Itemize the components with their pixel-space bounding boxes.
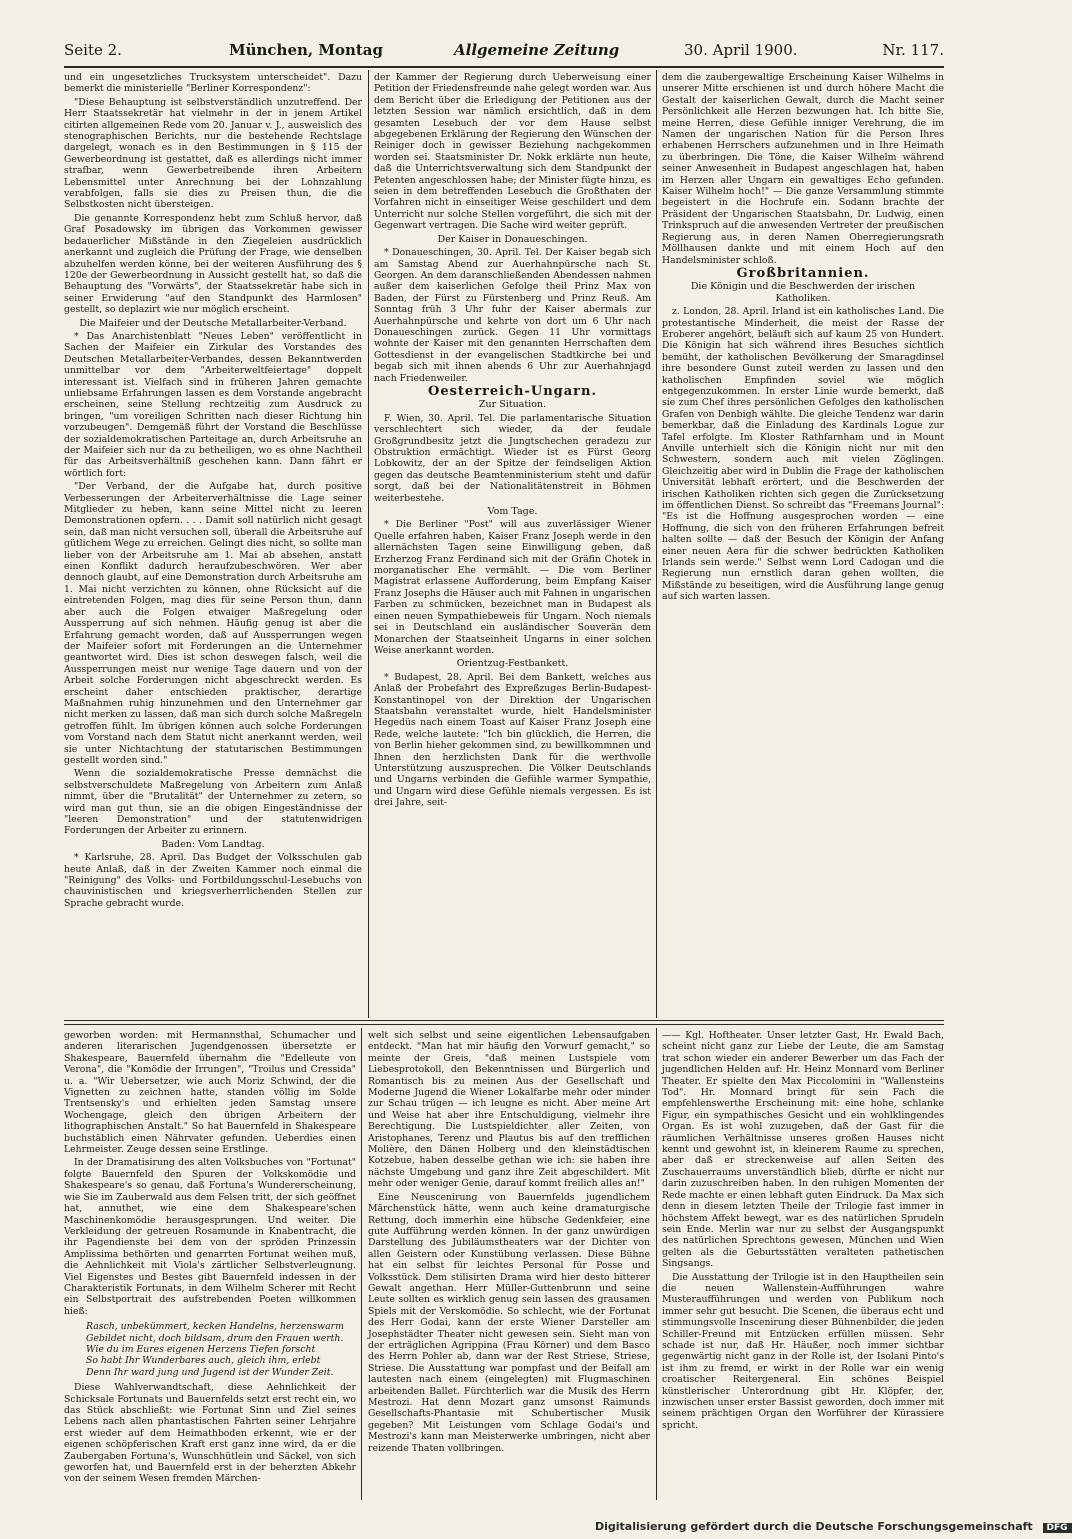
article-subheading: Orientzug-Festbankett.	[456, 658, 569, 670]
issue-date: 30. April 1900.	[684, 41, 798, 59]
article-subheading: Baden: Vom Landtag.	[161, 838, 265, 850]
column-1	[64, 72, 362, 1016]
paragraph: geworben worden: mit Hermannsthal, Schumacher und anderen literarischen Jugendgenossen übersetzte er Shakespeare, Bauernfeld übernahm die "Edelleute von Verona", die "Komödie der Irrungen", "Troilus und Cressida" u. a. "Wir Uebersetzer, wie auch Moriz Schwind, der die Vignetten zu zeichnen hatte, standen völlig im Solde Trentsensky's und erhielten jeden Samstag unsere Wochengage, gleich den übrigen Arbeitern der lithographischen Anstalt." So hat Bauernfeld in Shakespeare buchstäblich einen Nährvater gefunden. Ueberdies einen Lehrmeister. Zeuge dessen seine Erstlinge.	[64, 1030, 356, 1156]
paragraph: In der Dramatisirung des alten Volksbuches von "Fortunat" folgte Bauernfeld den Spuren der Volkskomödie und Shakespeare's so genau, daß Fortuna's Wundererscheinung, wie Sie im Zauberwald aus dem Felsen tritt, der sich geöffnet hat, annuthet, wie eine dem Shakespeare'schen Maschinenkomödie herausgesprungen. Und weiter. Die Verkleidung der getreuen Rosamunde in Knabentracht, die ihr Pagendienste bei dem von der spröden Prinzessin Amplissima bethörten und genarrten Fortunat weihen muß, die Aehnlichkeit mit Viola's zärtlicher Selbstverleugnung. Viel Eigenstes und Bestes gibt Bauernfeld indessen in der Charakteristik Fortunats, in dem Wilhelm Scherer mit Recht ein Selbstportrait des aufstrebenden Poeten willkommen hieß:	[64, 1157, 356, 1317]
paragraph: "Diese Behauptung ist selbstverständlich unzutreffend. Der Herr Staatssekretär hat vielmehr in der in jenem Artikel citirten allgemeinen Rede vom 20. Januar v. J., ausweislich des stenographischen Berichts, nur die bestehende Rechtslage dargelegt, wonach es in den Bestimmungen in § 115 der Gewerbeordnung ist gestattet, daß es allerdings nicht immer strafbar, wenn Gewerbetreibende ihren Arbeitern Lebensmittel unter Anrechnung bei der Lohnzahlung verabfolgen, falls sie dies zu Preisen thun, die die Selbstkosten nicht übersteigen.	[64, 96, 362, 211]
column-divider	[656, 70, 657, 1018]
column-divider	[361, 1028, 362, 1500]
paragraph: * Die Berliner "Post" will aus zuverlässiger Wiener Quelle erfahren haben, Kaiser Franz Joseph werde in den allernächsten Tagen seine Einwilligung geben, daß Erzherzog Franz Ferdinand sich mit der Gräfin Chotek in morganatischer Ehe vermählt. — Die vom Berliner Magistrat erlassene Aufforderung, beim Empfang Kaiser Franz Josephs die Häuser auch mit Fahnen in ungarischen Farben zu schmücken, bezeichnet man in Budapest als einen neuen Sympathiebeweis für Ungarn. Noch niemals sei in Deutschland ein ausländischer Souverän dem Monarchen der Staatseinheit Ungarns in einer solchen Weise anerkannt worden.	[374, 519, 651, 656]
verse-quote	[64, 1321, 356, 1378]
paragraph: * Karlsruhe, 28. April. Das Budget der Volksschulen gab heute Anlaß, daß in der Zweiten Kammer noch einmal die "Reinigung" des Volks- und Fortbildungsschul-Lesebuchs von chauvinistischen und kriegsverherrlichenden Stellen zur Sprache gebracht wurde.	[64, 852, 362, 909]
article-subheading: Der Kaiser in Donaueschingen.	[437, 233, 588, 245]
article-subheading: Zur Situation.	[478, 399, 547, 411]
verse-line: Denn Ihr ward jung und Jugend ist der Wunder Zeit.	[86, 1366, 334, 1378]
verse-line: Rasch, unbekümmert, kecken Handelns, herzenswarm	[86, 1321, 344, 1333]
paragraph: Wenn die sozialdemokratische Presse demnächst die selbstverschuldete Maßregelung von Arbeitern zum Anlaß nimmt, über die "Brutalität" der Unternehmer zu zetern, so wird man gut thun, sie an die obigen Eingeständnisse der "leeren Demonstration" und der statutenwidrigen Forderungen der Arbeiter zu erinnern.	[64, 768, 362, 837]
verse-line: So habt Ihr Wunderbares auch, gleich ihm, erlebt	[86, 1355, 321, 1367]
page-number: Seite 2.	[64, 41, 122, 59]
paragraph: welt sich selbst und seine eigentlichen Lebensaufgaben entdeckt. "Man hat mir häufig den Vorwurf gemacht," so meinte der Greis, "daß meinen Lustspiele vom Liebesprotokoll, den Bekenntnissen und Bürgerlich und Romantisch bis zu meinen Aus der Gesellschaft und Moderne Jugend die Wiener Lokalfarbe mehr oder minder zur Schau trügen — ich leugne es nicht. Aber meine Art und Weise hat aber ihre Entschuldigung, vielmehr ihre Berechtigung. Die Lustspieldichter aller Zeiten, von Aristophanes, Terenz und Plautus bis auf den trefflichen Molière, den Dänen Holberg und den kleinstädtischen Kotzebue, haben desselbe gethan wie ich: sie haben ihre nächste Umgebung und ganz ihre Zeit abgeschildert. Mit mehr oder weniger Genie, darauf kommt freilich alles an!"	[368, 1030, 650, 1190]
newspaper-title: Allgemeine Zeitung	[454, 41, 620, 59]
dfg-logo: DFG	[1043, 1523, 1072, 1533]
paragraph: * Das Anarchistenblatt "Neues Leben" veröffentlicht in Sachen der Maifeier ein Zirkular des Vorstandes des Deutschen Metallarbeiter-Verbandes, dessen Bekanntwerden unmittelbar vor dem "Arbeiterweltfeiertage" doppelt interessant ist. Vielfach sind in früheren Jahren gemachte unliebsame Erfahrungen lassen es dem Vorstande angebracht erscheinen, seine Stellung rechtzeitig zum Ausdruck zu bringen, "um voreiligen Schritten nach dieser Richtung hin vorzubeugen". Demgemäß führt der Vorstand die Beschlüsse der sozialdemokratischen Parteitage an, durch Arbeitsruhe an der Maifeier sich nur da zu betheiligen, wo es ohne Nachtheil für das Arbeitsverhältniß geschehen kann. Dann fährt er wörtlich fort:	[64, 330, 362, 479]
section-divider-rule	[64, 1024, 944, 1025]
paragraph: Die genannte Korrespondenz hebt zum Schluß hervor, daß Graf Posadowsky im übrigen das Vorkommen gewisser bedauerlicher Mißstände in den Ziegeleien ausdrücklich anerkannt und zugleich die Prüfung der Frage, wie denselben abzuhelfen werden könne, bei der weiteren Ausführung des § 120e der Gewerbeordnung in Aussicht gestellt hat, so daß die Behauptung des "Vorwärts", der Staatssekretär habe sich in seiner Erwiderung "auf den Standpunkt des Harmlosen" gestellt, so deplazirt wie nur möglich erscheint.	[64, 212, 362, 316]
feuilleton-column-1	[64, 1030, 356, 1500]
paragraph: Eine Neuscenirung von Bauernfelds jugendlichem Märchenstück hätte, wenn auch keine dramaturgische Rettung, doch immerhin eine hübsche Gedenkfeier, eine gute Aufführung werden können. In der ganz unwürdigen Darstellung des Jubiläumstheaters war der Dichter von allen Geistern oder Kunstübung verlassen. Diese Bühne hat ein selbst für leichtes Personal für Posse und Volksstück. Dem stilisirten Drama wird hier desto bitterer Gewalt angethan. Herr Müller-Guttenbrunn und seine Leute sollten es wirklich genug sein lassen des grausamen Spiels mit der Verskomödie. So schlecht, wie der Fortunat des Herr Godai, kann der erste Wiener Darsteller am Josephstädter Theater nicht gewesen sein. Sieht man von der erträglichen Agrippina (Frau Körner) und dem Basco des Herrn Pohler ab, dann war der Rest Striese, Striese, Striese. Die Ausstattung war pompfast und der Beifall am lautesten nach einem (eingelegten) mit Flugmaschinen arbeitenden Ballet. Fürchterlich war die Musik des Herrn Mestrozi. Hat denn Mozart ganz umsonst Raimunds Gesellschafts-Phantasie mit Schubertischer Musik gegeben? Mit Leistungen vom Schlage Godai's und Mestrozi's kann man Meisterwerke umbringen, nicht aber reizende Thaten vollbringen.	[368, 1191, 650, 1454]
feuilleton-column-3	[662, 1030, 944, 1500]
issue-number: Nr. 117.	[882, 41, 944, 59]
credit-text: Digitalisierung gefördert durch die Deutsche Forschungsgemeinschaft	[595, 1520, 1033, 1533]
paragraph: Diese Wahlverwandtschaft, diese Aehnlichkeit der Schicksale Fortunats und Bauernfelds setzt erst recht ein, wo das Stück abschließt: wie Fortunat Sinn und Ziel seines Lebens nach allen phantastischen Fahrten seiner Lehrjahre erst wieder auf dem Heimathboden erkennt, wie er der eigenen schöpferischen Kraft erst ganz inne wird, da er die Zaubergaben Fortuna's, Wunschhütlein und Säckel, von sich geworfen hat, und Bauernfeld erst in der beherzten Abkehr von der seinem Wesen fremden Märchen-	[64, 1382, 356, 1485]
paragraph: und ein ungesetzliches Trucksystem unterscheidet". Dazu bemerkt die ministerielle "Berliner Korrespondenz":	[64, 72, 362, 95]
column-2	[374, 72, 651, 1016]
header-city-day: München, Montag	[229, 41, 383, 59]
paragraph: z. London, 28. April. Irland ist ein katholisches Land. Die protestantische Minderheit, die meist der Rasse der Eroberer angehört, beläuft sich auf kaum 25 von Hundert. Die Königin hat sich während ihres Besuches sichtlich bemüht, der katholischen Bevölkerung der Smaragdinsel ihre besondere Gunst zuteil werden zu lassen und den katholischen Empfinden soviel wie möglich entgegenzukommen. In erster Linie wurde bemerkt, daß sie zum Chef ihres persönlichen Gefolges den katholischen Grafen von Denbigh wählte. Die gleiche Tendenz war darin bemerkbar, daß die Einladung des Kardinals Logue zur Tafel erfolgte. Im Kloster Rathfarnham und in Mount Anville unterhielt sich die Königin nicht nur mit den Schwestern, sondern auch mit vielen Zöglingen. Gleichzeitig aber wird in Dublin die Frage der katholischen Universität lebhaft erörtert, und die Beschwerden der irischen Katholiken richten sich gegen die Zurücksetzung im öffentlichen Dienst. So schreibt das "Freemans Journal": "Es ist die Hoffnung ausgesprochen worden — eine Hoffnung, die sich von den früheren Erfahrungen befreit halten sollte — daß der Besuch der Königin der Anfang einer neuen Aera für die schwer bedrückten Katholiken Irlands sein werde." Selbst wenn Lord Cadogan und die Regierung nun ernstlich daran gehen wollten, die Mißstände zu beseitigen, wird die Ausführung lange genug auf sich warten lassen.	[662, 306, 944, 603]
article-subheading: Vom Tage.	[487, 506, 538, 518]
page-header	[64, 41, 944, 63]
section-divider-rule	[64, 1020, 944, 1021]
verse-line: Wie du im Eures eigenen Herzens Tiefen forscht	[86, 1343, 316, 1355]
article-subheading: Die Königin und die Beschwerden der irischen Katholiken.	[690, 281, 916, 304]
paragraph: dem die zaubergewaltige Erscheinung Kaiser Wilhelms in unserer Mitte erschienen ist und durch höhere Macht die Gestalt der kaiserlichen Gewalt, durch die Macht seiner Persönlichkeit alle Herzen bezwungen hat. Ich bitte Sie, meine Herren, diese Gefühle inniger Verehrung, die im Namen der ungarischen Nation für die Person Ihres erhabenen Herrschers aufzunehmen und in Ihre Heimath zu überbringen. Die Töne, die Kaiser Wilhelm während seiner Anwesenheit in Budapest angeschlagen hat, haben im Herzen aller Ungarn ein gewaltiges Echo gefunden. Kaiser Wilhelm hoch!" — Die ganze Versammlung stimmte begeistert in die Hochrufe ein. Sodann brachte der Präsident der Ungarischen Staatsbahn, Dr. Ludwig, einen Trinkspruch auf die anwesenden Vertreter der preußischen Regierung aus, in deren Namen Oberregierungsrath Möllhausen dankte und mit einem Hoch auf den Handelsminister schloß.	[662, 72, 944, 266]
digitization-credit	[595, 1520, 1068, 1538]
paragraph: der Kammer der Regierung durch Ueberweisung einer Petition der Friedensfreunde nahe gelegt worden war. Aus dem Bericht über die Erledigung der Petitionen aus der letzten Session war nämlich ersichtlich, daß in dem gesamten Lesebuch der vor dem Hause selbst abgegebenen Erklärung der Regierung den Wünschen der Reiniger doch in gewisser Beziehung nachgekommen worden sei. Staatsminister Dr. Nokk erklärte nun heute, daß die Unterrichtsverwaltung sich dem Standpunkt der Petenten angeschlossen habe; der Minister fügte hinzu, es seien in dem betreffenden Lesebuch die Großthaten der Vorfahren nicht in einseitiger Weise geschildert und dem Unterricht nur solche Stellen vorgeführt, die sich mit der Gegenwart vertragen. Die Sache wird weiter geprüft.	[374, 72, 651, 232]
column-divider	[368, 70, 369, 1018]
header-rule	[64, 66, 944, 68]
paragraph: * Donaueschingen, 30. April. Tel. Der Kaiser begab sich am Samstag Abend zur Auerhahnpürsche nach St. Georgen. An dem daranschließenden Abendessen nahmen außer dem kaiserlichen Gefolge theil Prinz Max von Baden, der Fürst zu Fürstenberg und Prinz Reuß. Am Sonntag früh 3 Uhr fuhr der Kaiser abermals zur Auerhahnpürsche und kehrte von dort um 6 Uhr nach Donaueschingen zurück. Gegen 11 Uhr vormittags wohnte der Kaiser mit den genannten Herrschaften dem Gottesdienst in der evangelischen Stadtkirche bei und begab sich mit ihnen abends 6 Uhr zur Auerhahnjagd nach Friedenweiler.	[374, 247, 651, 384]
section-heading: Oesterreich-Ungarn.	[428, 383, 597, 399]
paragraph: F. Wien, 30. April. Tel. Die parlamentarische Situation verschlechtert sich wieder, da der feudale Großgrundbesitz jetzt die Jungtschechen geradezu zur Obstruktion ermächtigt. Wieder ist es Fürst Georg Lobkowitz, der an der Spitze der feindseligen Aktion gegen das deutsche Beamtenministerium steht und dafür sorgt, daß bei der Nationalitätenstreit in Böhmen weiterbestehe.	[374, 412, 651, 504]
paragraph: "Der Verband, der die Aufgabe hat, durch positive Verbesserungen der Arbeiterverhältnisse die Lage seiner Mitglieder zu heben, kann seine Mittel nicht zu leeren Demonstrationen opfern. . . . Damit soll natürlich nicht gesagt sein, daß man nicht versuchen soll, überall die Arbeitsruhe auf gütlichem Wege zu erreichen. Gelingt dies nicht, so sollte man lieber von der Arbeitsruhe am 1. Mai ab absehen, anstatt einen Konflikt dadurch heraufzubeschwören. Wer aber dennoch glaubt, auf eine Demonstration durch Arbeitsruhe am 1. Mai nicht verzichten zu können, ohne Rücksicht auf die eintretenden Folgen, mag dies für seine Person thun, dann aber auch die Folgen etwaiger Maßregelung oder Aussperrung auf sich nehmen. Häufig genug ist aber die Erfahrung gemacht worden, daß auf Aussperrungen wegen der Maifeier sofort mit Forderungen an die Unternehmer geantwortet wird. Dies ist schon deswegen falsch, weil die Aussperrungen meist nur wenige Tage dauern und von der Arbeit solche Forderungen nicht abgeschreckt werden. Es erscheint daher entschieden praktischer, derartige Maßnahmen ruhig hinzunehmen und den Unternehmer gar nicht merken zu lassen, daß man sich durch solche Maßregeln getroffen fühlt. Im übrigen können auch solche Forderungen vom Vorstand nach dem Statut nicht anerkannt werden, weil sie unter Nichtachtung der statutarischen Bestimmungen gestellt worden sind."	[64, 481, 362, 766]
paragraph: Die Ausstattung der Trilogie ist in den Hauptheilen sein die neuen Wallenstein-Aufführungen wahre Musteraufführungen und werden von Publikum noch immer sehr gut besucht. Die Scenen, die überaus echt und stimmungsvolle Inscenirung dieser Bühnenbilder, die jeden Schiller-Freund mit Entzücken erfüllen müssen. Sehr schade ist nur, daß Hr. Häußer, noch immer sichtbar gegenwärtig nicht ganz in der Rolle ist, der Isolani Pinto's ist ihm zu fremd, er wirkt in der Rolle war ein wenig croatischer Reitergeneral. Ein schönes Beispiel künstlerischer Unterordnung gibt Hr. Klöpfer, der, inzwischen unser erster Bassist geworden, doch immer mit seinem prächtigen Organ den Worführer der Kürassiere spricht.	[662, 1271, 944, 1431]
section-heading: Großbritannien.	[736, 265, 870, 281]
column-3	[662, 72, 944, 1016]
verse-line: Gebildet nicht, doch bildsam, drum den Frauen werth.	[86, 1332, 344, 1344]
paragraph: —— Kgl. Hoftheater. Unser letzter Gast, Hr. Ewald Bach, scheint nicht ganz zur Liebe der Leute, die am Samstag trat schon wieder ein anderer Bewerber um das Fach der jugendlichen Helden auf: Hr. Heinz Monnard vom Berliner Theater. Er spielte den Max Piccolomini in "Wallensteins Tod". Hr. Monnard bringt für sein Fach die empfehlenswerthe Erscheinung mit: eine hohe, schlanke Figur, ein sympathisches Gesicht und ein wohlklingendes Organ. Es ist wohl zuzugeben, daß der Gast für die räumlichen Verhältnisse unseres großen Hauses nicht kennt und gewohnt ist, in kleinerem Raume zu sprechen, aber daß er streckenweise auf allen Seiten des Zuschauerraums unverständlich blieb, dürfte er nicht nur darin zuzuschreiben haben. In den ruhigen Momenten der Rede machte er einen lebhaft guten Eindruck. Da Max sich denn in diesem letzten Theile der Trilogie fast immer in höchstem Affekt bewegt, war es des natürlichen Sprudeln sein Ende. Merlin war nur zu selbst der Ausgangspunkt des natürlichen Sprechtons gewesen, München und Wien gelten als die Geburtsstätten veralteten pathetischen Singsangs.	[662, 1030, 944, 1270]
feuilleton-column-2	[368, 1030, 650, 1500]
article-subheading: Die Maifeier und der Deutsche Metallarbeiter-Verband.	[79, 317, 347, 329]
paragraph: * Budapest, 28. April. Bei dem Bankett, welches aus Anlaß der Probefahrt des Expreßzuges Berlin-Budapest-Konstantinopel von der Direktion der Ungarischen Staatsbahn veranstaltet wurde, hielt Handelsminister Hegedüs nach einem Toast auf Kaiser Franz Joseph eine Rede, welche lautete: "Ich bin glücklich, die Herren, die von Berlin hieher gekommen sind, zu bewillkommnen und Ihnen den herzlichsten Dank für die werthvolle Unterstützung auszusprechen. Die Völker Deutschlands und Ungarns verbinden die Gefühle warmer Sympathie, und Ungarn wird diese Gefühle niemals vergessen. Es ist drei Jahre, seit-	[374, 671, 651, 809]
column-divider	[656, 1028, 657, 1500]
